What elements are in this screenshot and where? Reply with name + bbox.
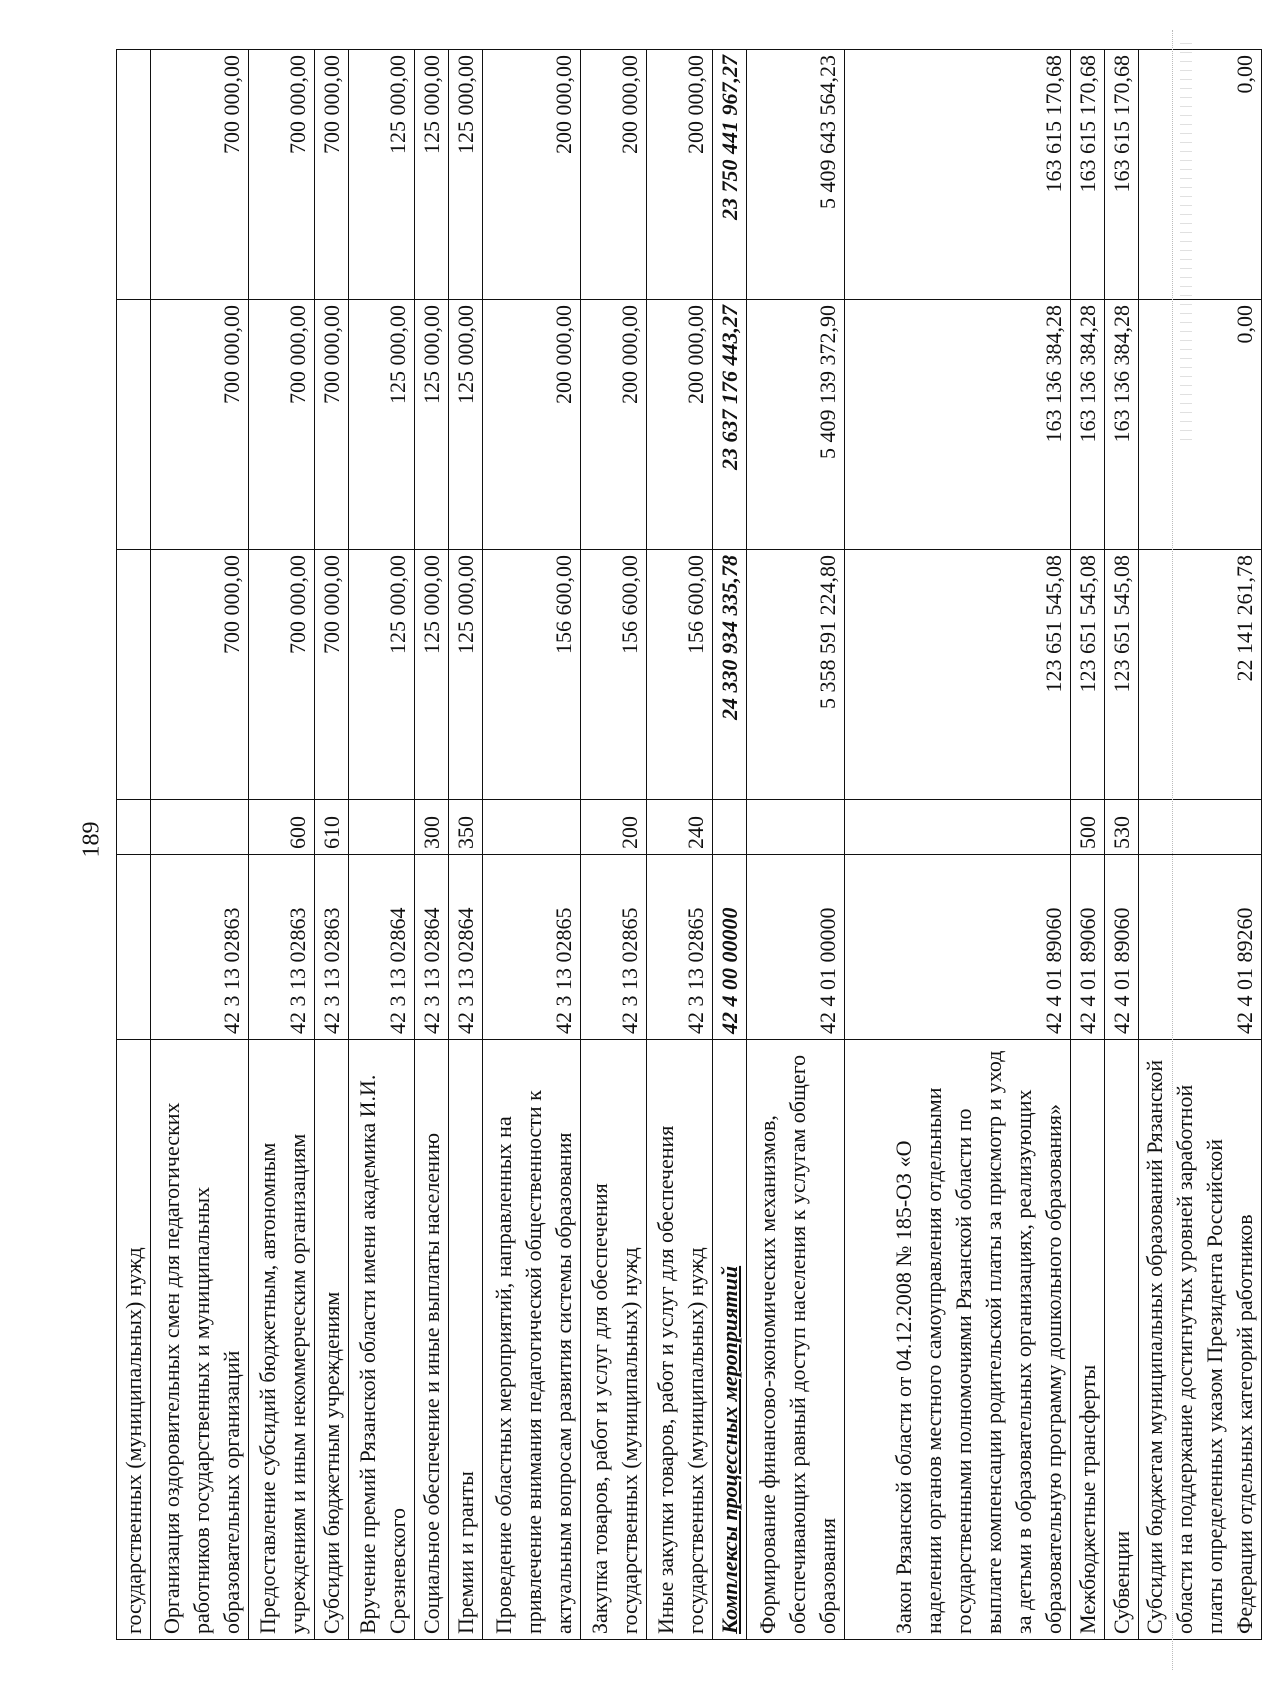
table-row xyxy=(249,50,315,1640)
row-name-cell: государственных (муниципальных) нужд xyxy=(117,1040,151,1640)
row-value-year2-cell: 200 000,00 xyxy=(483,300,581,550)
row-type-cell: 610 xyxy=(315,800,349,855)
row-type-cell xyxy=(151,800,249,855)
row-type-cell: 240 xyxy=(647,800,713,855)
row-name-cell: Проведение областных мероприятий, направленных на привлечение внимания педагогической общественности к актуальным вопросам развития системы образования xyxy=(483,1040,581,1640)
row-value-year3-cell: 125 000,00 xyxy=(449,50,483,300)
row-value-year1-cell: 123 651 545,08 xyxy=(845,550,1071,800)
row-value-year1-cell: 5 358 591 224,80 xyxy=(747,550,845,800)
row-name-cell: Комплексы процессных мероприятий xyxy=(713,1040,747,1640)
row-value-year2-cell: 125 000,00 xyxy=(349,300,415,550)
row-value-year2-cell: 23 637 176 443,27 xyxy=(713,300,747,550)
row-value-year3-cell: 200 000,00 xyxy=(581,50,647,300)
row-value-year3-cell: 700 000,00 xyxy=(249,50,315,300)
table-row xyxy=(845,50,1071,1640)
row-code-cell: 42 4 01 89260 xyxy=(1139,855,1262,1040)
table-row xyxy=(151,50,249,1640)
table-row xyxy=(747,50,845,1640)
row-type-cell xyxy=(713,800,747,855)
table-row xyxy=(483,50,581,1640)
row-value-year3-cell: 700 000,00 xyxy=(151,50,249,300)
rotated-table-wrapper xyxy=(116,50,1257,1640)
row-code-cell: 42 3 13 02864 xyxy=(349,855,415,1040)
row-value-year1-cell xyxy=(117,550,151,800)
row-value-year1-cell: 156 600,00 xyxy=(581,550,647,800)
row-value-year3-cell: 163 615 170,68 xyxy=(1105,50,1139,300)
row-type-cell: 600 xyxy=(249,800,315,855)
row-value-year1-cell: 123 651 545,08 xyxy=(1071,550,1105,800)
table-row xyxy=(117,50,151,1640)
row-value-year2-cell: 163 136 384,28 xyxy=(1071,300,1105,550)
row-value-year3-cell: 163 615 170,68 xyxy=(1071,50,1105,300)
row-value-year3-cell: 700 000,00 xyxy=(315,50,349,300)
row-name-cell: Формирование финансово-экономических механизмов, обеспечивающих равный доступ населения к услугам общего образования xyxy=(747,1040,845,1640)
row-code-cell: 42 3 13 02864 xyxy=(449,855,483,1040)
row-type-cell xyxy=(747,800,845,855)
row-type-cell: 500 xyxy=(1071,800,1105,855)
page-number: 189 xyxy=(78,821,105,858)
row-value-year2-cell: 163 136 384,28 xyxy=(845,300,1071,550)
row-type-cell xyxy=(349,800,415,855)
row-code-cell: 42 4 01 89060 xyxy=(1071,855,1105,1040)
row-type-cell: 300 xyxy=(415,800,449,855)
table-row xyxy=(647,50,713,1640)
row-name-cell: Субсидии бюджетным учреждениям xyxy=(315,1040,349,1640)
row-value-year2-cell: 163 136 384,28 xyxy=(1105,300,1139,550)
row-type-cell: 350 xyxy=(449,800,483,855)
row-value-year2-cell xyxy=(117,300,151,550)
row-value-year3-cell: 5 409 643 564,23 xyxy=(747,50,845,300)
row-type-cell: 200 xyxy=(581,800,647,855)
row-type-cell xyxy=(117,800,151,855)
row-value-year1-cell: 125 000,00 xyxy=(415,550,449,800)
row-name-cell: Межбюджетные трансферты xyxy=(1071,1040,1105,1640)
row-value-year3-cell: 125 000,00 xyxy=(349,50,415,300)
row-value-year3-cell: 163 615 170,68 xyxy=(845,50,1071,300)
row-name-cell: Субсидии бюджетам муниципальных образований Рязанской области на поддержание достигнутых уровней заработной платы определенных указом Президента Российской Федерации отдельных категорий работников xyxy=(1139,1040,1262,1640)
row-value-year1-cell: 700 000,00 xyxy=(315,550,349,800)
row-code-cell: 42 4 00 00000 xyxy=(713,855,747,1040)
row-type-cell xyxy=(1139,800,1262,855)
row-value-year2-cell: 700 000,00 xyxy=(315,300,349,550)
row-code-cell: 42 3 13 02865 xyxy=(647,855,713,1040)
row-value-year1-cell: 22 141 261,78 xyxy=(1139,550,1262,800)
table-row xyxy=(581,50,647,1640)
row-name-cell: Организация оздоровительных смен для педагогических работников государственных и муниципальных образовательных организаций xyxy=(151,1040,249,1640)
row-type-cell xyxy=(845,800,1071,855)
row-name-cell: Премии и гранты xyxy=(449,1040,483,1640)
row-name-cell: Предоставление субсидий бюджетным, автономным учреждениям и иным некоммерческим организациям xyxy=(249,1040,315,1640)
table-row xyxy=(1105,50,1139,1640)
table-row xyxy=(713,50,747,1640)
row-value-year1-cell: 125 000,00 xyxy=(349,550,415,800)
table-row xyxy=(449,50,483,1640)
row-value-year2-cell: 200 000,00 xyxy=(581,300,647,550)
row-name-cell: Вручение премий Рязанской области имени академика И.И. Срезневского xyxy=(349,1040,415,1640)
row-code-cell: 42 3 13 02863 xyxy=(315,855,349,1040)
row-value-year3-cell: 0,00 xyxy=(1139,50,1262,300)
row-value-year2-cell: 700 000,00 xyxy=(151,300,249,550)
row-value-year1-cell: 156 600,00 xyxy=(647,550,713,800)
row-value-year2-cell: 700 000,00 xyxy=(249,300,315,550)
row-value-year2-cell: 125 000,00 xyxy=(449,300,483,550)
table-row xyxy=(415,50,449,1640)
row-value-year3-cell: 23 750 441 967,27 xyxy=(713,50,747,300)
row-name-cell: Субвенции xyxy=(1105,1040,1139,1640)
row-value-year1-cell: 700 000,00 xyxy=(249,550,315,800)
row-type-cell: 530 xyxy=(1105,800,1139,855)
row-code-cell: 42 4 01 89060 xyxy=(1105,855,1139,1040)
table-row xyxy=(1139,50,1262,1640)
row-value-year2-cell: 5 409 139 372,90 xyxy=(747,300,845,550)
row-name-cell: Иные закупки товаров, работ и услуг для обеспечения государственных (муниципальных) нужд xyxy=(647,1040,713,1640)
row-code-cell xyxy=(117,855,151,1040)
row-code-cell: 42 3 13 02864 xyxy=(415,855,449,1040)
row-type-cell xyxy=(483,800,581,855)
scan-edge-line xyxy=(1172,30,1174,1670)
row-code-cell: 42 4 01 00000 xyxy=(747,855,845,1040)
scan-noise xyxy=(1180,40,1192,440)
row-name-cell: Закупка товаров, работ и услуг для обеспечения государственных (муниципальных) нужд xyxy=(581,1040,647,1640)
row-value-year3-cell: 200 000,00 xyxy=(483,50,581,300)
row-code-cell: 42 3 13 02865 xyxy=(483,855,581,1040)
row-value-year1-cell: 700 000,00 xyxy=(151,550,249,800)
row-value-year2-cell: 125 000,00 xyxy=(415,300,449,550)
row-value-year3-cell: 200 000,00 xyxy=(647,50,713,300)
row-value-year2-cell: 200 000,00 xyxy=(647,300,713,550)
row-value-year1-cell: 125 000,00 xyxy=(449,550,483,800)
row-name-cell: Социальное обеспечение и иные выплаты населению xyxy=(415,1040,449,1640)
row-code-cell: 42 3 13 02863 xyxy=(249,855,315,1040)
row-code-cell: 42 4 01 89060 xyxy=(845,855,1071,1040)
table-row xyxy=(349,50,415,1640)
table-row xyxy=(1071,50,1105,1640)
row-code-cell: 42 3 13 02863 xyxy=(151,855,249,1040)
row-value-year2-cell: 0,00 xyxy=(1139,300,1262,550)
row-value-year1-cell: 123 651 545,08 xyxy=(1105,550,1139,800)
row-value-year1-cell: 156 600,00 xyxy=(483,550,581,800)
budget-table xyxy=(116,49,1262,1640)
budget-table-body xyxy=(117,50,1262,1640)
row-name-cell: Закон Рязанской области от 04.12.2008 № 185-ОЗ «О наделении органов местного самоуправления отдельными государственными полномочиями Рязанской области по выплате компенсации родительской платы за присмотр и уход за детьми в образовательных организациях, реализующих образовательную программу дошкольного образования» xyxy=(845,1040,1071,1640)
row-value-year3-cell xyxy=(117,50,151,300)
row-value-year1-cell: 24 330 934 335,78 xyxy=(713,550,747,800)
row-code-cell: 42 3 13 02865 xyxy=(581,855,647,1040)
table-row xyxy=(315,50,349,1640)
row-value-year3-cell: 125 000,00 xyxy=(415,50,449,300)
